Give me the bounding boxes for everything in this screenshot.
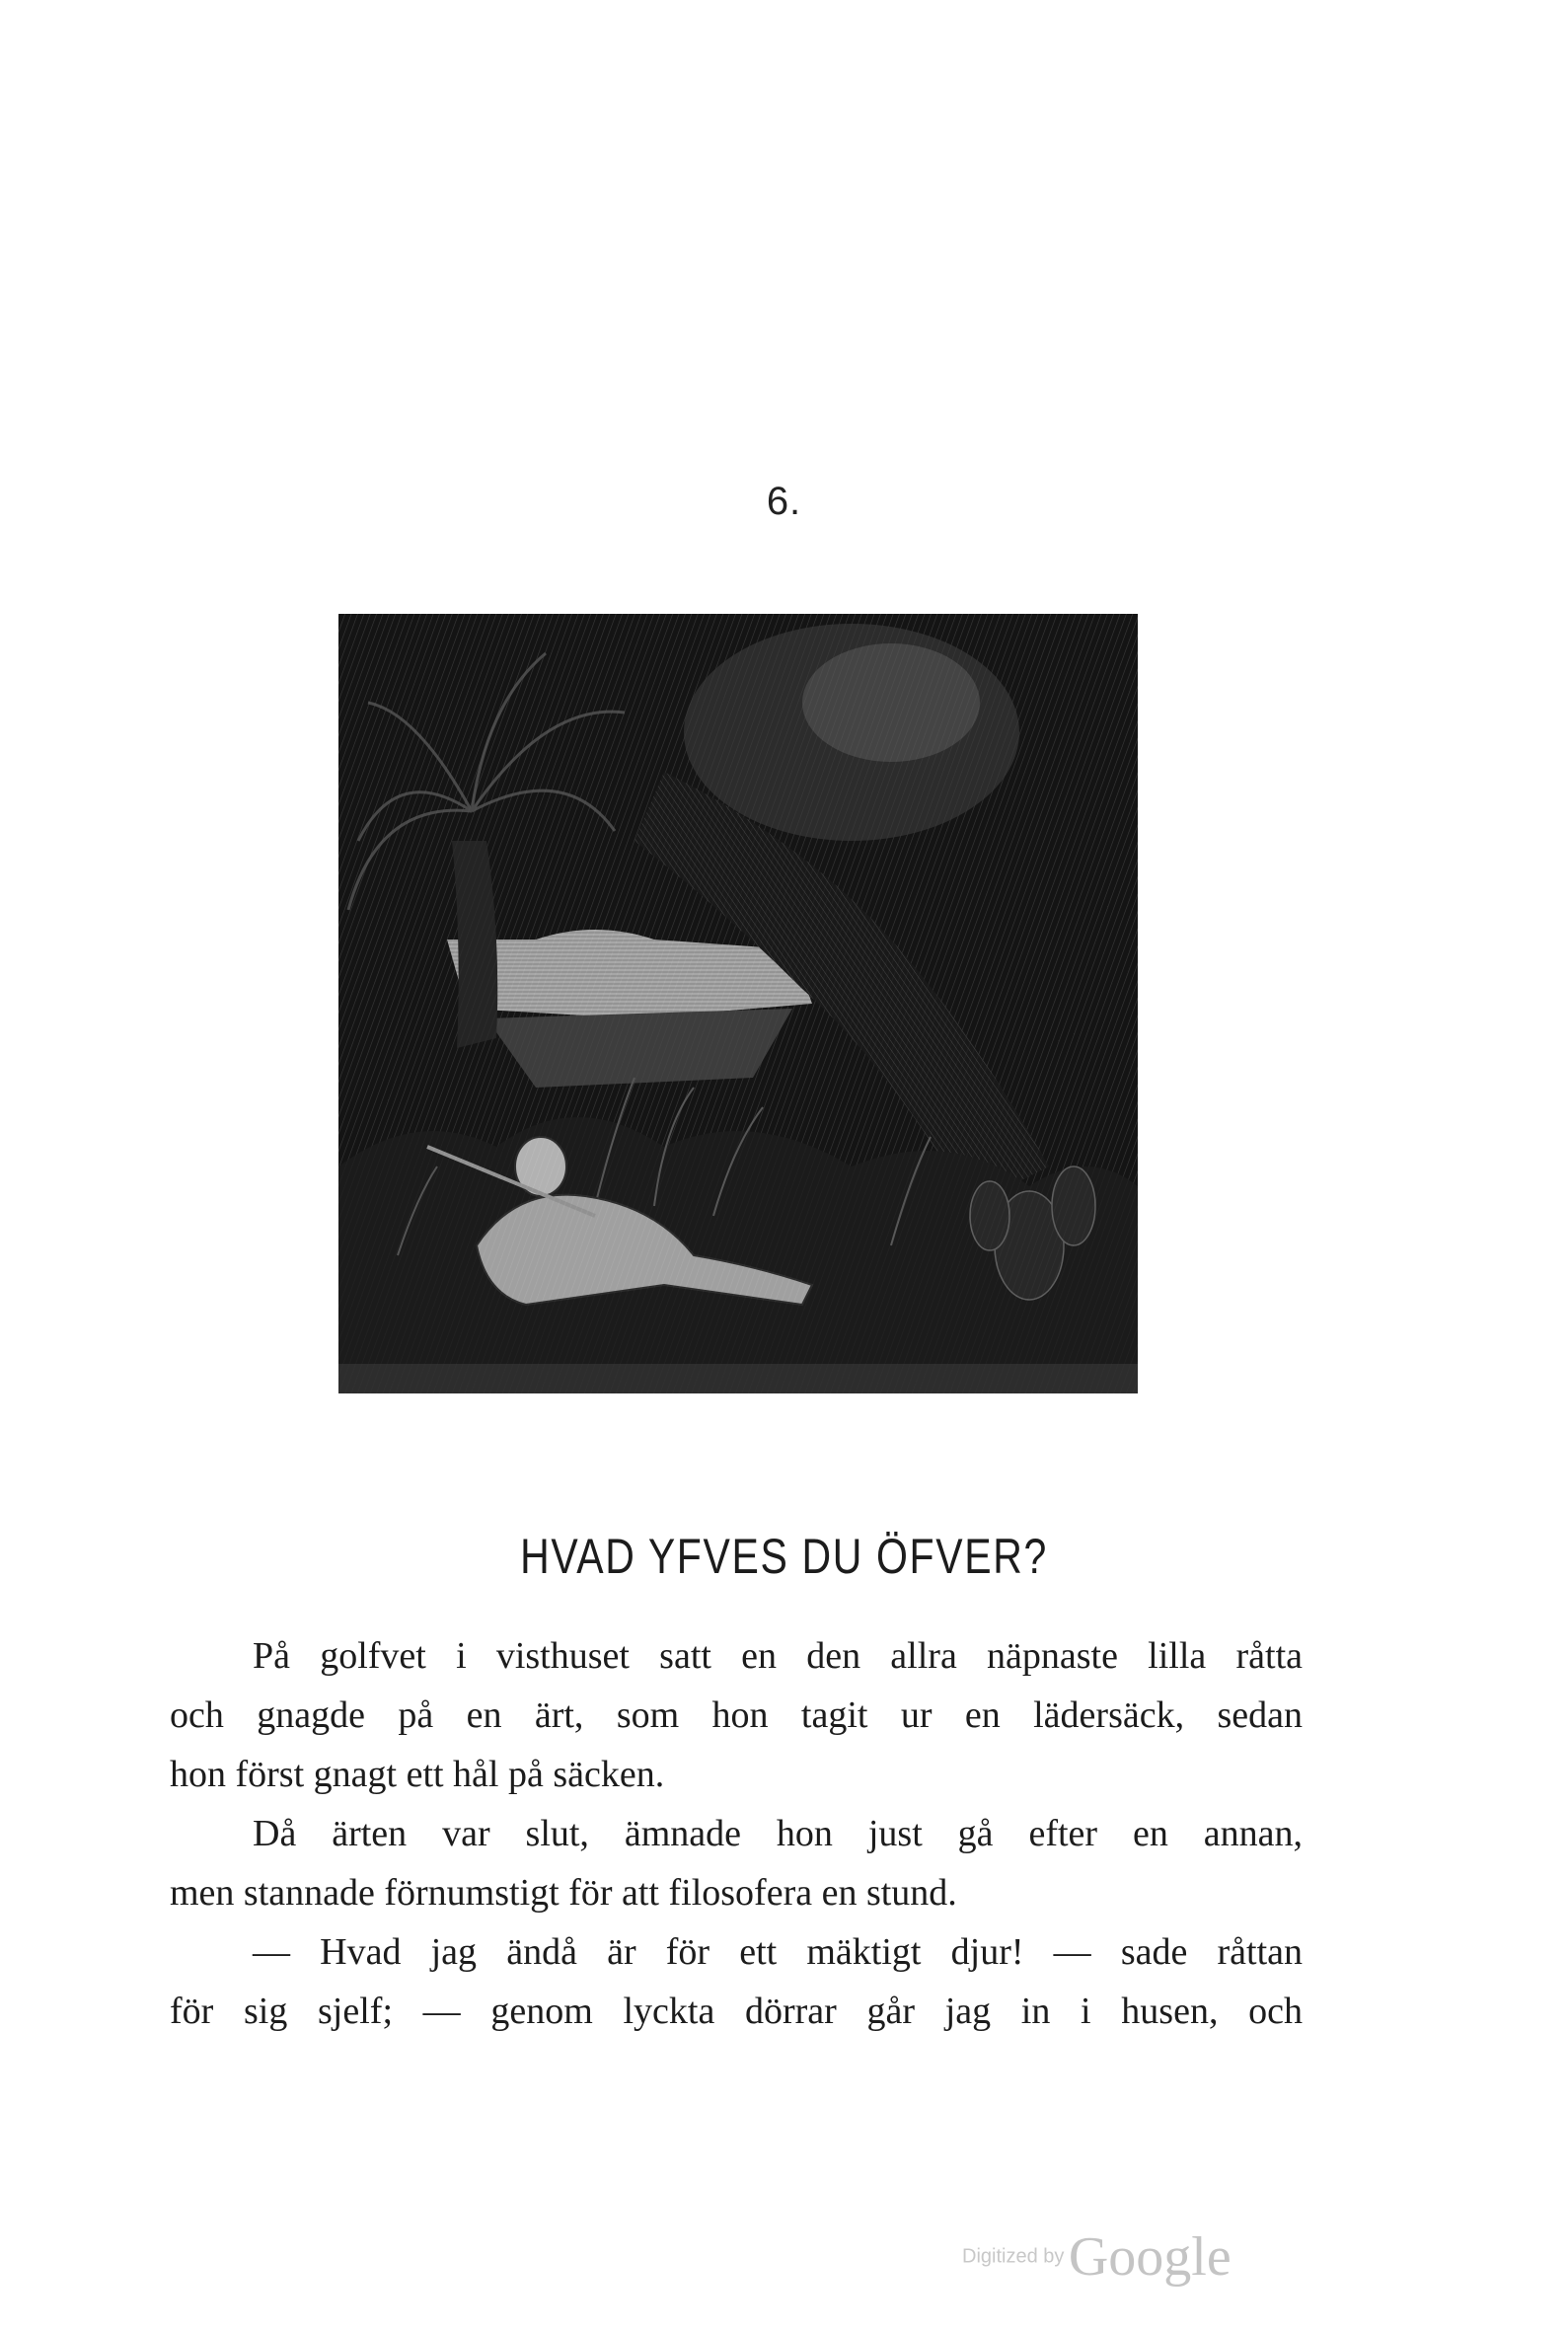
google-logo: Google <box>1068 2226 1232 2288</box>
jungle-engraving-icon <box>338 614 1138 1393</box>
text-line: för sig sjelf; — genom lyckta dörrar går jag in i husen, och <box>170 1991 1303 2032</box>
body-text <box>170 1626 1303 2041</box>
text-line: och gnagde på en ärt, som hon tagit ur en lädersäck, sedan <box>170 1694 1303 1736</box>
digitized-watermark <box>962 2225 1232 2289</box>
text-line: men stannade förnumstigt för att filosofera en stund. <box>170 1872 957 1914</box>
text-line: Då ärten var slut, ämnade hon just gå efter en annan, <box>253 1813 1303 1854</box>
chapter-illustration <box>338 614 1138 1393</box>
text-line: — Hvad jag ändå är för ett mäktigt djur! — sade råttan <box>253 1931 1303 1973</box>
watermark-prefix: Digitized by <box>962 2245 1065 2268</box>
paragraph <box>170 1922 1303 2041</box>
paragraph <box>170 1626 1303 1804</box>
chapter-title: HVAD YFVES DU ÖFVER? <box>520 1529 1048 1584</box>
text-line: hon först gnagt ett hål på säcken. <box>170 1754 665 1795</box>
paragraph <box>170 1804 1303 1922</box>
chapter-number: 6. <box>766 480 802 523</box>
text-line: På golfvet i visthuset satt en den allra näpnaste lilla råtta <box>253 1635 1303 1677</box>
